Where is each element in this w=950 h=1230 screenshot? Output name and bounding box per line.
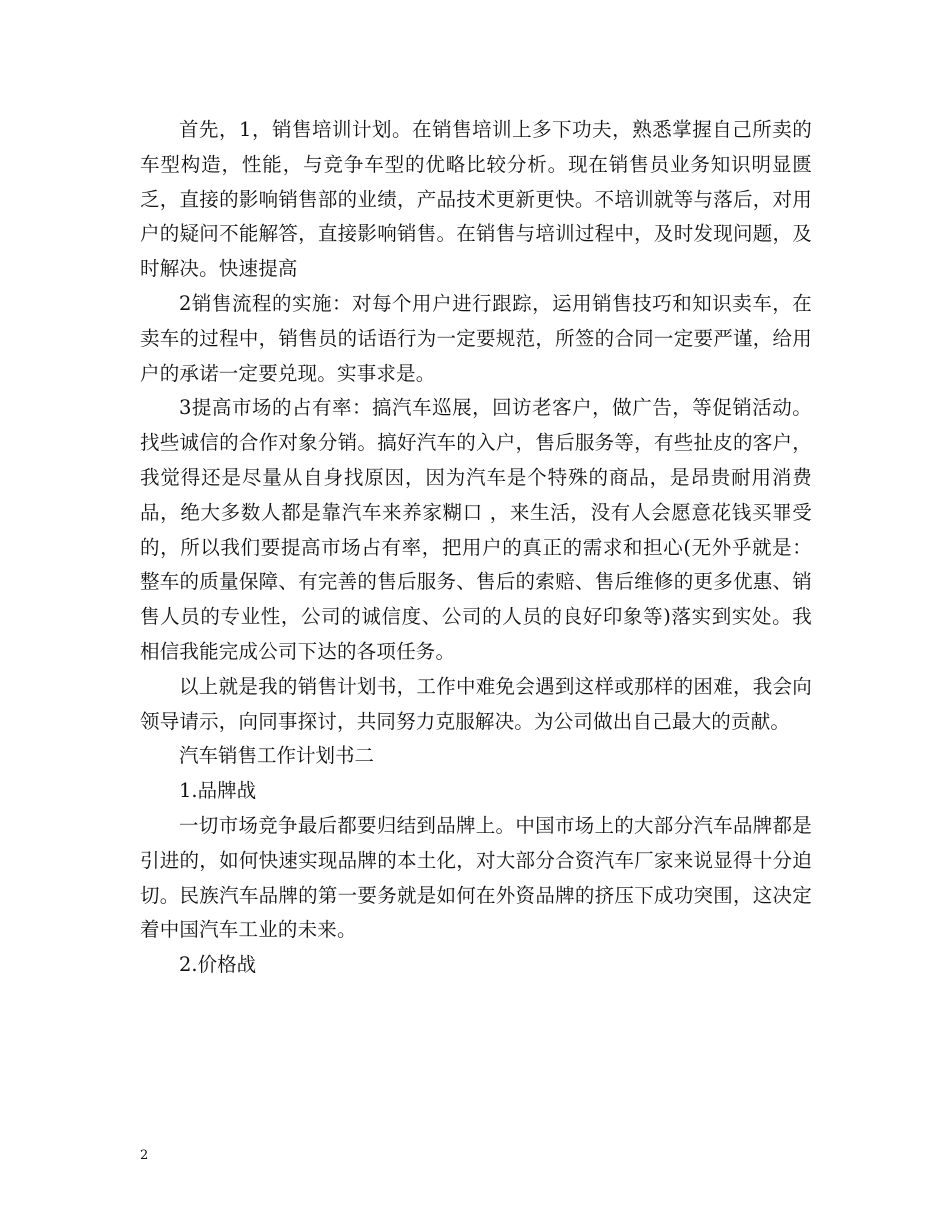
paragraph-market-share: 3提高市场的占有率：搞汽车巡展，回访老客户，做广告，等促销活动。找些诚信的合作对象分销。搞好汽车的入户，售后服务等，有些扯皮的客户，我觉得还是尽量从自身找原因，因为汽车是个特殊的商品，是昂贵耐用消费品，绝大多数人都是靠汽车来养家糊口 ，来生活，没有人会愿意花钱买罪受的，所以我们要提高市场占有率，把用户的真正的需求和担心(无外乎就是：整车的质量保障、有完善的售后服务、售后的索赔、售后维修的更多优惠、销售人员的专业性，公司的诚信度、公司的人员的良好印象等)落实到实处。我相信我能完成公司下达的各项任务。 [140,396,812,663]
paragraph-sales-process: 2销售流程的实施：对每个用户进行跟踪，运用销售技巧和知识卖车，在卖车的过程中，销售员的话语行为一定要规范，所签的合同一定要严谨，给用户的承诺一定要兑现。实事求是。 [140,291,812,385]
page-number: 2 [140,1148,149,1163]
item-heading-price: 2.价格战 [179,953,257,977]
section-title: 汽车销售工作计划书二 [179,744,375,768]
paragraph-sales-training: 首先，1，销售培训计划。在销售培训上多下功夫，熟悉掌握自己所卖的车型构造，性能，与竞争车型的优略比较分析。现在销售员业务知识明显匮乏，直接的影响销售部的业绩，产品技术更新更快。不培训就等与落后，对用户的疑问不能解答，直接影响销售。在销售与培训过程中，及时发现问题，及时解决。快速提高 [140,118,812,281]
paragraph-brand-war: 一切市场竞争最后都要归结到品牌上。中国市场上的大部分汽车品牌都是引进的，如何快速实现品牌的本土化，对大部分合资汽车厂家来说显得十分迫切。民族汽车品牌的第一要务就是如何在外资品牌的挤压下成功突围，这决定着中国汽车工业的未来。 [140,813,812,942]
paragraph-conclusion: 以上就是我的销售计划书，工作中难免会遇到这样或那样的困难，我会向领导请示，向同事探讨，共同努力克服解决。为公司做出自己最大的贡献。 [140,674,812,733]
document-body [140,113,812,983]
item-heading-brand: 1.品牌战 [179,779,257,803]
